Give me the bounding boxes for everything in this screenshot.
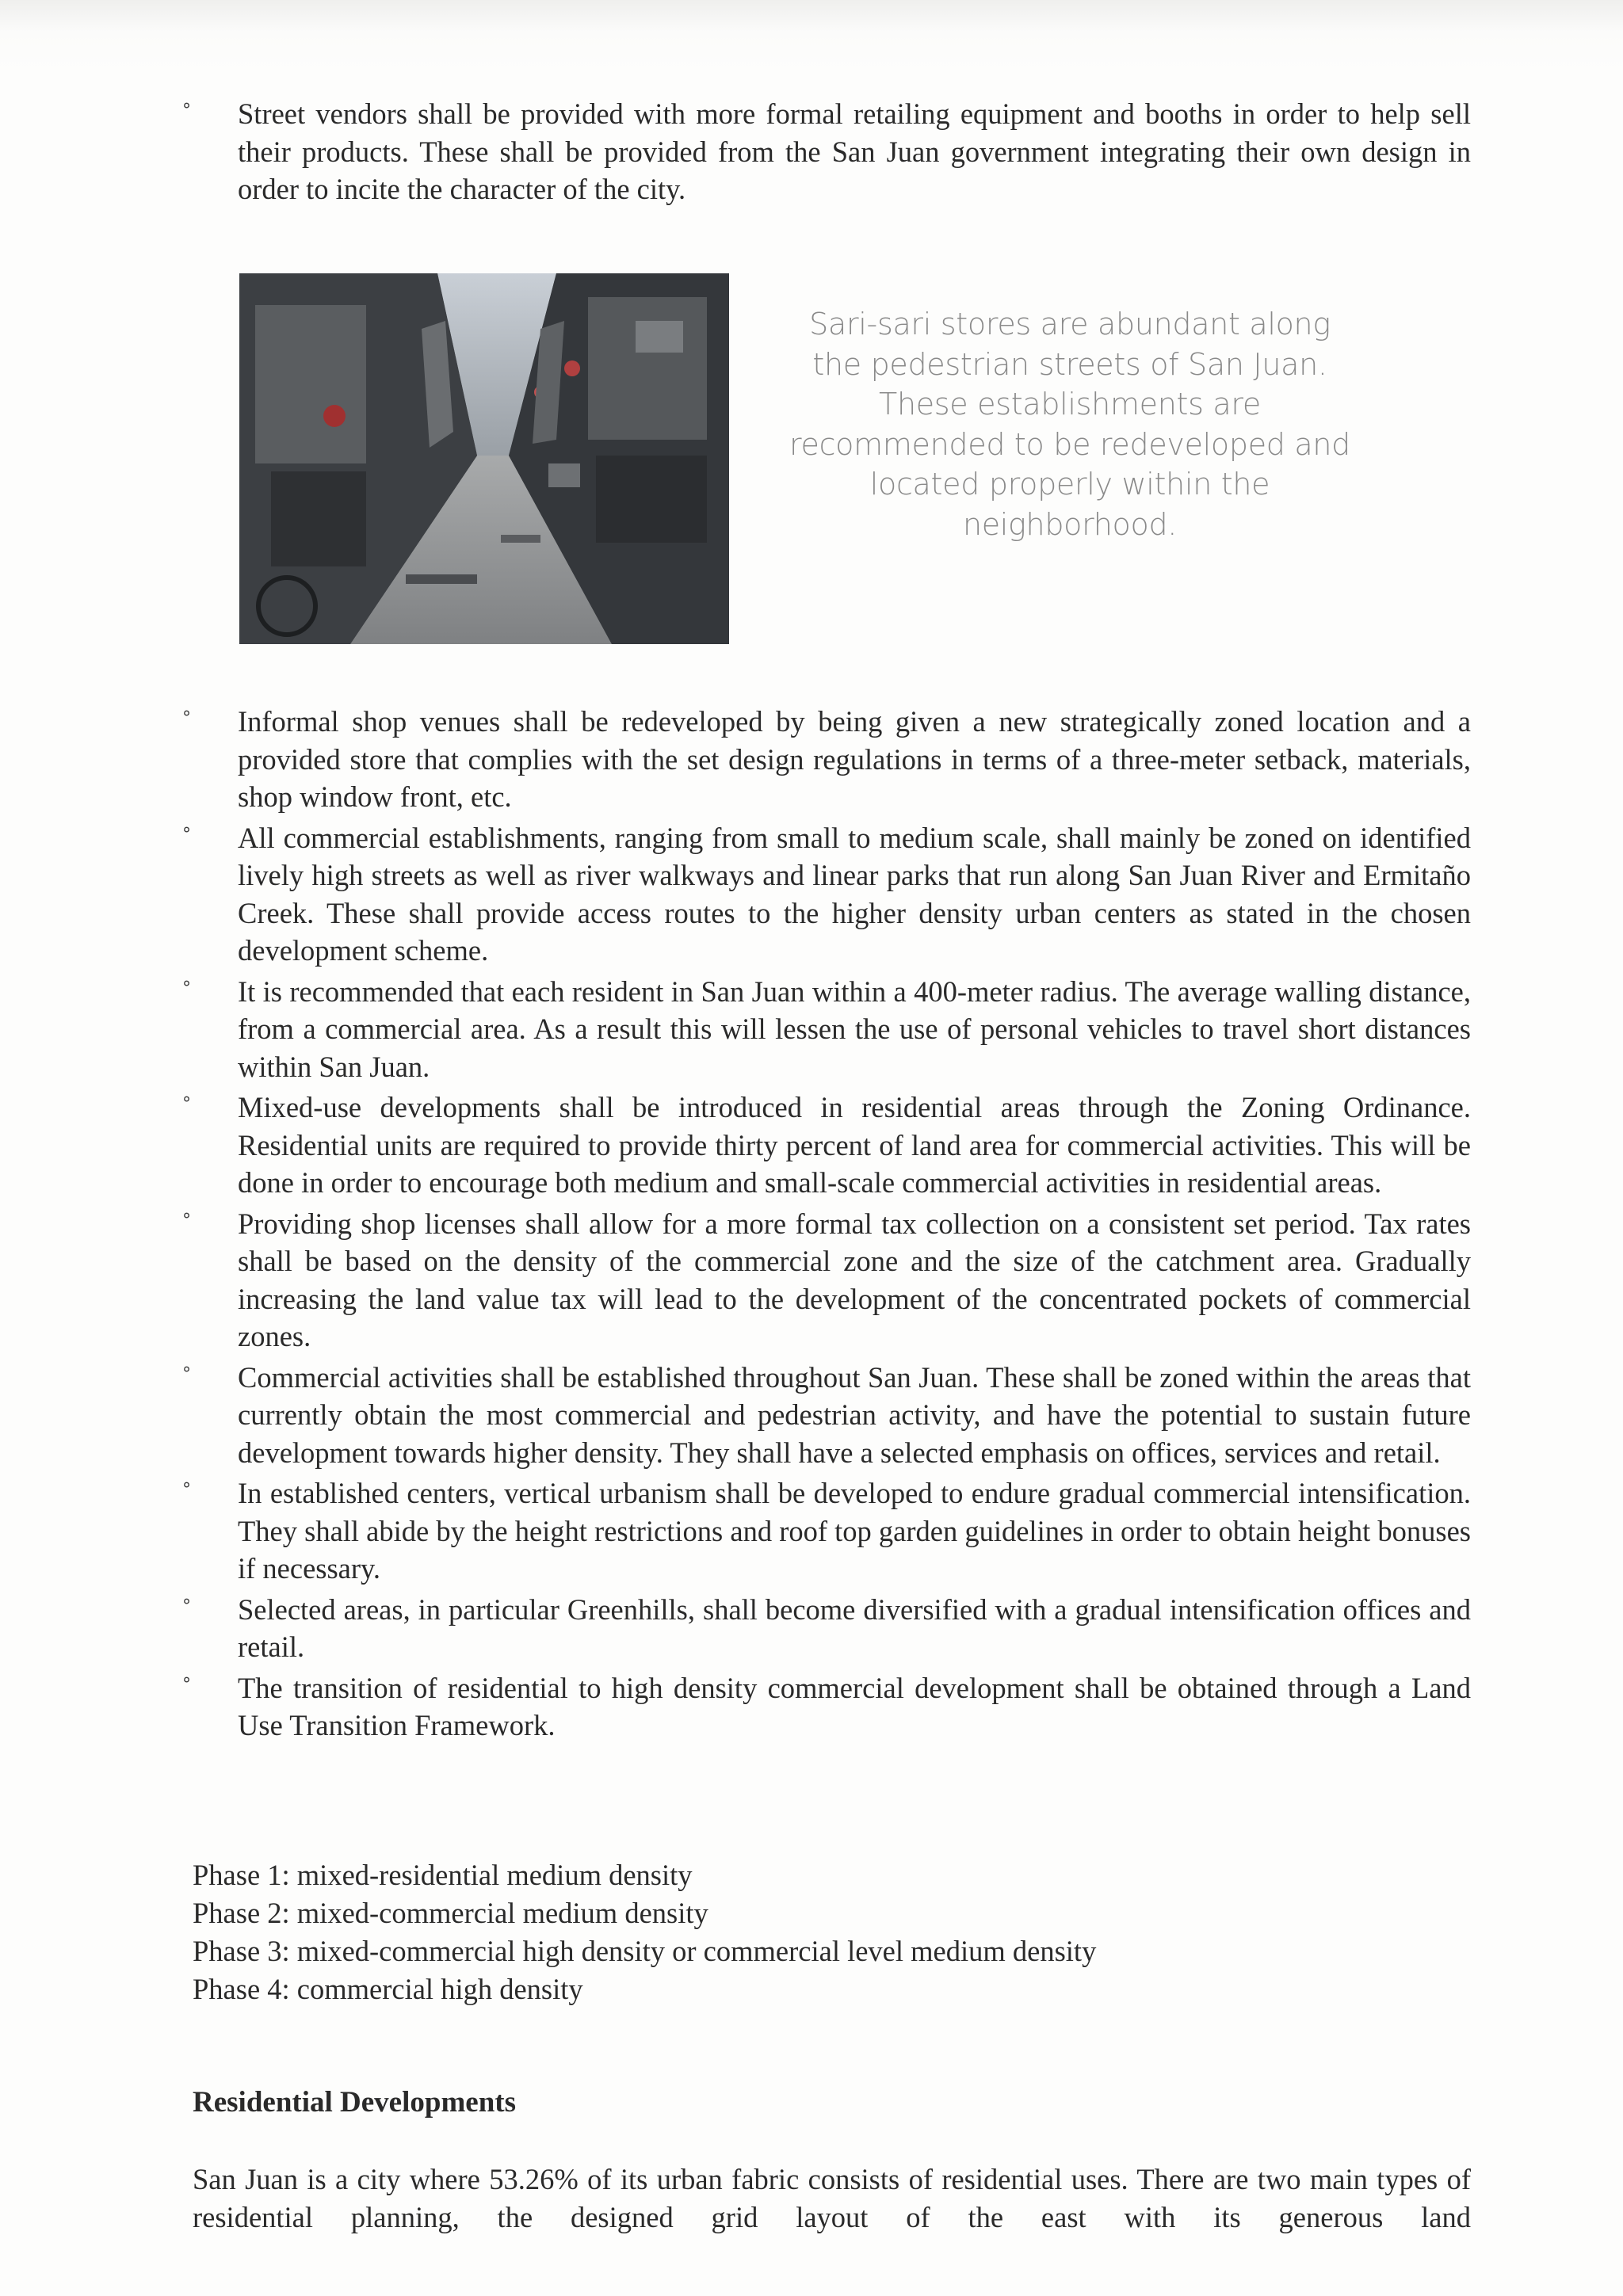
street-photo xyxy=(239,273,729,644)
list-item xyxy=(182,1591,1471,1666)
bullet-text: Selected areas, in particular Greenhills, shall become diversified with a gradual intensification offices and retail. xyxy=(238,1592,1471,1663)
bullet-marker: ° xyxy=(182,101,191,120)
phase-item: Phase 3: mixed-commercial high density or commercial level medium density xyxy=(193,1935,1097,1967)
list-item xyxy=(182,819,1471,970)
bullet-text: Street vendors shall be provided with more formal retailing equipment and booths in order to help sell their products. These shall be provided from the San Juan government integrating their own design in order to incite the character of the city. xyxy=(238,97,1471,205)
bullet-text: Informal shop venues shall be redeveloped by being given a new strategically zoned location and a provided store that complies with the set design regulations in terms of a three-meter setback, materials, shop window front, etc. xyxy=(238,705,1471,813)
top-bullet-list xyxy=(182,95,1471,208)
bullet-marker: ° xyxy=(182,1094,191,1114)
bullet-marker: ° xyxy=(182,1596,191,1616)
bullet-marker: ° xyxy=(182,1480,191,1500)
bullet-text: The transition of residential to high density commercial development shall be obtained through a Land Use Transition Framework. xyxy=(238,1671,1471,1741)
list-item xyxy=(182,1089,1471,1202)
list-item xyxy=(182,95,1471,208)
phase-list xyxy=(193,1856,1096,2008)
bullet-text: All commercial establishments, ranging from small to medium scale, shall mainly be zoned on identified lively high streets as well as river walkways and linear parks that run along San Juan River and Ermitaño Creek. These shall provide access routes to the higher density urban centers as stated in the chosen development scheme. xyxy=(238,821,1471,967)
list-item xyxy=(182,1474,1471,1588)
bullet-text: Mixed-use developments shall be introduced in residential areas through the Zoning Ordinance. Residential units are required to provide thirty percent of land area for commercial activities. This will be done in order to encourage both medium and small-scale commercial activities in residential areas. xyxy=(238,1091,1471,1199)
body-paragraph: San Juan is a city where 53.26% of its urban fabric consists of residential uses. There are two main types of residential planning, the designed grid layout of the east with its generous land xyxy=(193,2163,1471,2233)
bullet-text: Commercial activities shall be established throughout San Juan. These shall be zoned within the areas that currently obtain the most commercial and pedestrian activity, and have the potential to sustain future development towards higher density. They shall have a selected emphasis on offices, services and retail. xyxy=(238,1360,1471,1469)
list-item xyxy=(182,1669,1471,1745)
phase-item: Phase 4: commercial high density xyxy=(193,1973,583,2005)
list-item xyxy=(182,703,1471,816)
phase-item: Phase 2: mixed-commercial medium density xyxy=(193,1897,708,1929)
list-item xyxy=(182,1205,1471,1356)
bullet-text: Providing shop licenses shall allow for a more formal tax collection on a consistent set period. Tax rates shall be based on the density of the commercial zone and the size of the catchment area. Gradually increasing the land value tax will lead to the development of the concentrated pockets of commercial zones. xyxy=(238,1207,1471,1352)
section-heading: Residential Developments xyxy=(193,2086,516,2119)
list-item xyxy=(182,973,1471,1086)
bullet-text: In established centers, vertical urbanism shall be developed to endure gradual commercial intensification. They shall abide by the height restrictions and roof top garden guidelines in order to obtain height bonuses if necessary. xyxy=(238,1477,1471,1585)
bullet-marker: ° xyxy=(182,1363,191,1384)
list-item xyxy=(182,1359,1471,1472)
bullet-marker: ° xyxy=(182,1210,191,1230)
bullet-marker: ° xyxy=(182,824,191,845)
main-bullet-list xyxy=(182,703,1471,1745)
bullet-marker: ° xyxy=(182,1674,191,1695)
phase-item: Phase 1: mixed-residential medium density xyxy=(193,1859,693,1891)
bullet-marker: ° xyxy=(182,978,191,998)
photo-caption: Sari-sari stores are abundant along the pedestrian streets of San Juan. These establishments are recommended to be redeveloped and located properly within the neighborhood. xyxy=(789,307,1350,542)
bullet-marker: ° xyxy=(182,708,191,728)
bullet-text: It is recommended that each resident in San Juan within a 400-meter radius. The average walling distance, from a commercial area. As a result this will lessen the use of personal vehicles to travel short distances within San Juan. xyxy=(238,974,1471,1083)
